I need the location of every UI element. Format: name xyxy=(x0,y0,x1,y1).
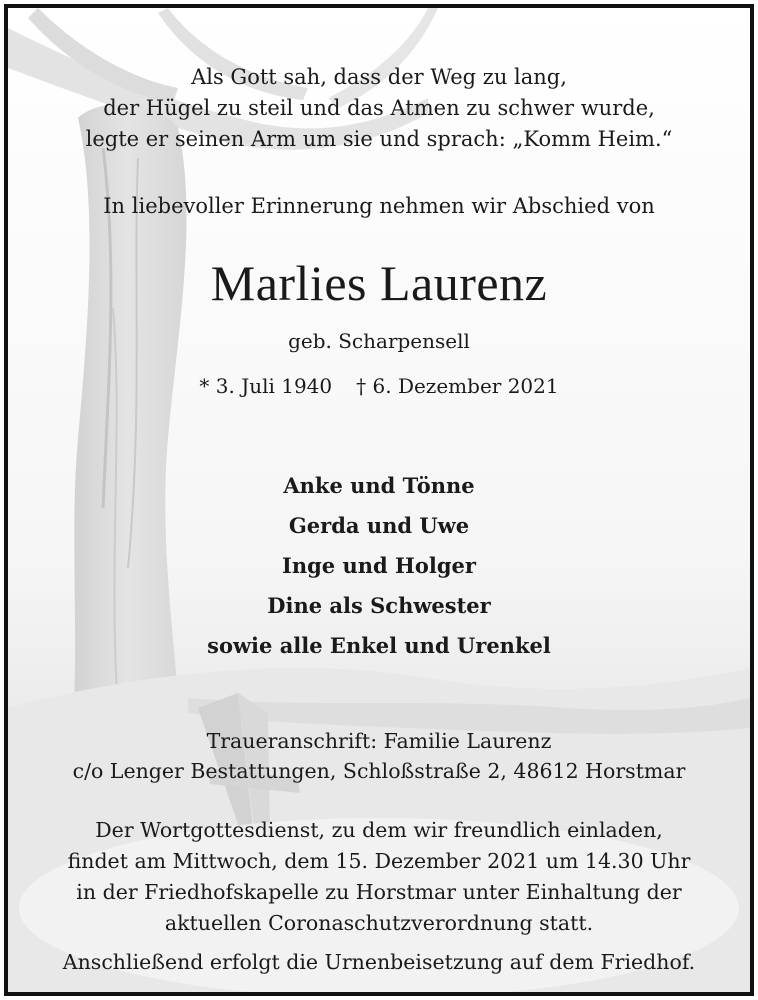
mourner-line-3: Inge und Holger xyxy=(282,553,476,578)
mourner-line-2: Gerda und Uwe xyxy=(288,513,470,538)
service-line-1: Der Wortgottesdienst, zu dem wir freundlich einladen, xyxy=(95,818,663,842)
address-line-2: c/o Lenger Bestattungen, Schloßstraße 2, 48612 Horstmar xyxy=(72,759,686,783)
verse-line-3: legte er seinen Arm um sie und sprach: „Komm Heim.“ xyxy=(85,127,673,151)
birth-name: geb. Scharpensell xyxy=(288,329,470,353)
death-date: † 6. Dezember 2021 xyxy=(356,374,559,398)
intro-text: In liebevoller Erinnerung nehmen wir Abschied von xyxy=(103,194,655,218)
life-dates xyxy=(8,374,750,398)
obituary-frame xyxy=(4,4,754,996)
obituary-content xyxy=(8,8,750,992)
closing-text: Anschließend erfolgt die Urnenbeisetzung auf dem Friedhof. xyxy=(62,950,696,974)
service-line-2: findet am Mittwoch, dem 15. Dezember 2021 um 14.30 Uhr xyxy=(67,849,691,873)
service-line-3: in der Friedhofskapelle zu Horstmar unter Einhaltung der xyxy=(76,880,682,904)
verse-line-1: Als Gott sah, dass der Weg zu lang, xyxy=(191,65,567,89)
address-line-1: Traueranschrift: Familie Laurenz xyxy=(206,729,552,753)
birth-date: * 3. Juli 1940 xyxy=(199,374,333,398)
mourner-line-4: Dine als Schwester xyxy=(267,593,491,618)
mourner-line-5: sowie alle Enkel und Urenkel xyxy=(207,633,551,658)
verse-line-2: der Hügel zu steil und das Atmen zu schwer wurde, xyxy=(103,96,655,120)
service-line-4: aktuellen Coronaschutzverordnung statt. xyxy=(164,911,594,935)
deceased-name: Marlies Laurenz xyxy=(210,255,548,311)
mourner-line-1: Anke und Tönne xyxy=(283,473,475,498)
